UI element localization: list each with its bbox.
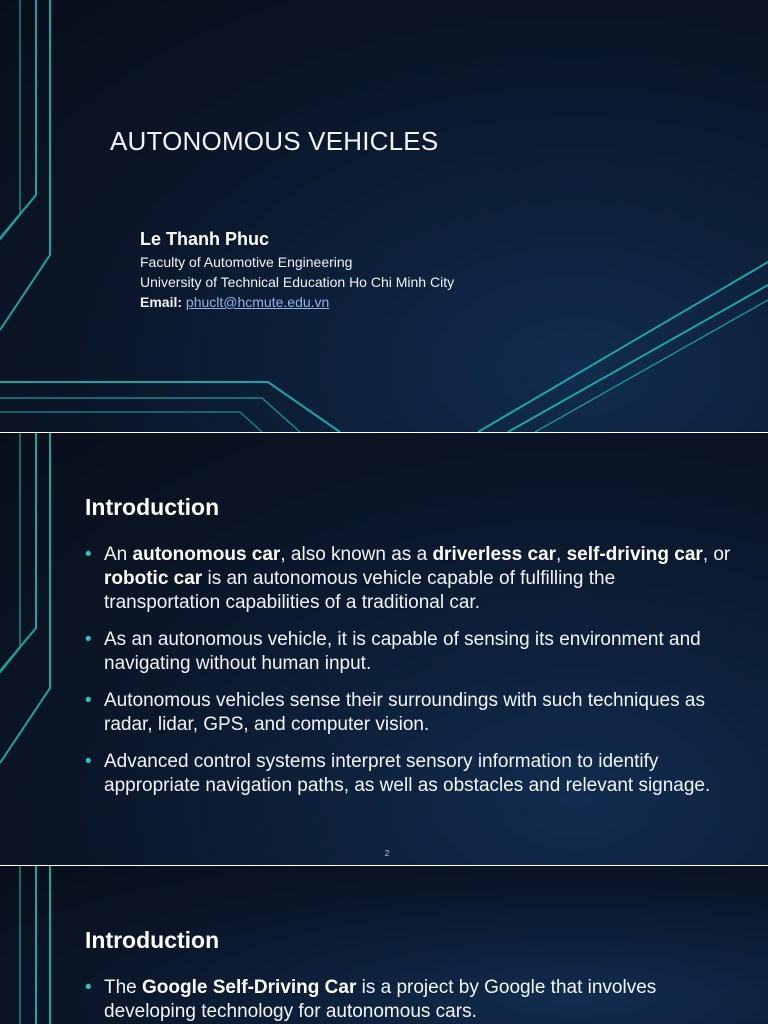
email-label: Email:: [140, 294, 183, 310]
text-run: is an autonomous vehicle capable of fulfilling the transportation capabilities of a traditional car.: [104, 568, 616, 613]
list-item: [85, 689, 735, 737]
author-email-line: [140, 292, 454, 312]
bullet-dot-icon: •: [85, 751, 92, 772]
text-run: Autonomous vehicles sense their surroundings with such techniques as radar, lidar, GPS, and computer vision.: [104, 690, 705, 735]
text-run: An: [104, 544, 133, 565]
bold-term: autonomous car: [132, 544, 281, 565]
text-run: , also known as a: [280, 544, 433, 565]
bold-term: driverless car: [432, 544, 557, 565]
author-name: Le Thanh Phuc: [140, 229, 270, 249]
bullet-list: [85, 543, 735, 811]
bullet-dot-icon: •: [85, 690, 92, 711]
text-run: is a project by Google that involves developing technology for autonomous cars.: [104, 977, 657, 1022]
bullet-dot-icon: •: [85, 977, 92, 998]
bullet-dot-icon: •: [85, 544, 92, 565]
slide-heading: Introduction: [85, 494, 220, 520]
page-number: 2: [384, 849, 390, 858]
text-run: , or: [702, 544, 731, 565]
title-slide: [0, 0, 768, 432]
introduction-slide-1: [0, 433, 768, 865]
list-item: [85, 543, 735, 615]
bold-term: Google Self-Driving Car: [142, 977, 357, 998]
text-run: Advanced control systems interpret sensory information to identify appropriate navigation paths, as well as obstacles and relevant signage.: [104, 751, 711, 796]
email-link[interactable]: phuclt@hcmute.edu.vn: [185, 294, 330, 310]
text-run: The: [104, 977, 143, 998]
bold-term: self-driving car: [566, 544, 703, 565]
presentation-title: AUTONOMOUS VEHICLES: [110, 126, 439, 156]
text-run: ,: [556, 544, 567, 565]
list-item: [85, 628, 735, 676]
list-item: [85, 750, 735, 798]
author-faculty: Faculty of Automotive Engineering: [140, 254, 353, 270]
text-run: As an autonomous vehicle, it is capable of sensing its environment and navigating without human input.: [104, 629, 701, 674]
author-university: University of Technical Education Ho Chi Minh City: [140, 274, 455, 290]
bullet-list: [85, 976, 735, 1024]
introduction-slide-2: [0, 866, 768, 1024]
slide-heading: Introduction: [85, 927, 220, 953]
author-block: [140, 228, 454, 312]
list-item: [85, 976, 735, 1024]
bullet-dot-icon: •: [85, 629, 92, 650]
circuit-lines-decoration: [0, 0, 768, 432]
bold-term: robotic car: [104, 568, 203, 589]
